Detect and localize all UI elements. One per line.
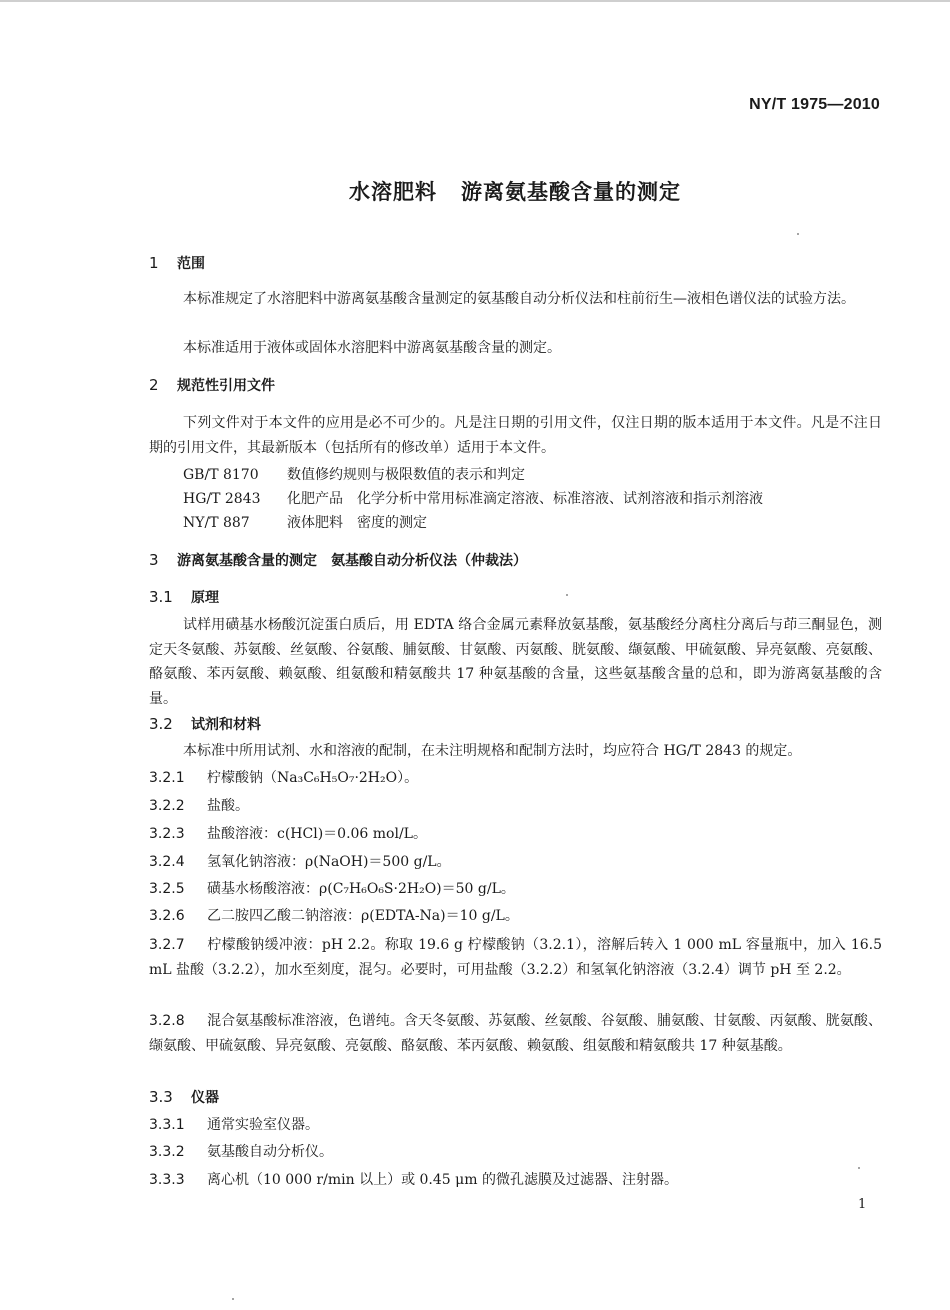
reagent-item: 3.2.2 盐酸。 xyxy=(149,798,249,814)
section-number: 3 xyxy=(149,551,159,569)
subsection-number: 3.1 xyxy=(149,588,173,606)
apparatus-item: 3.3.3 离心机（10 000 r/min 以上）或 0.45 μm 的微孔滤膜及过滤器、注射器。 xyxy=(149,1172,678,1188)
page-number: 1 xyxy=(858,1197,867,1212)
title-part-2: 游离氨基酸含量的测定 xyxy=(461,180,681,204)
section-title: 规范性引用文件 xyxy=(177,378,275,394)
reagent-item: 3.2.7 柠檬酸钠缓冲液：pH 2.2。称取 19.6 g 柠檬酸钠（3.2.1），溶解后转入 1 000 mL 容量瓶中，加入 16.5 mL 盐酸（3.2.2），加水至刻度，混匀。必要时，可用盐酸（3.2.2）和氢氧化钠溶液（3.2.4）调节 pH 至 2.2。 xyxy=(149,937,882,978)
reagent-item: 3.2.1 柠檬酸钠（Na₃C₆H₅O₇·2H₂O）。 xyxy=(149,770,419,786)
reference-item xyxy=(183,512,427,532)
section-number: 1 xyxy=(149,254,159,272)
section-1-heading xyxy=(149,253,205,273)
standard-code: NY/T 1975—2010 xyxy=(749,96,880,113)
subsection-title: 原理 xyxy=(191,590,219,606)
reference-code: HG/T 2843 xyxy=(183,491,261,507)
scan-speck xyxy=(566,594,568,596)
reagent-item: 3.2.3 盐酸溶液：c(HCl)＝0.06 mol/L。 xyxy=(149,826,427,842)
reagent-item: 3.2.4 氢氧化钠溶液：ρ(NaOH)＝500 g/L。 xyxy=(149,854,451,870)
principle-paragraph: 试样用磺基水杨酸沉淀蛋白质后，用 EDTA 络合金属元素释放氨基酸，氨基酸经分离柱分离后与茚三酮显色，测定天冬氨酸、苏氨酸、丝氨酸、谷氨酸、脯氨酸、甘氨酸、丙氨酸、胱氨酸、缬氨酸、甲硫氨酸、异亮氨酸、亮氨酸、酪氨酸、苯丙氨酸、赖氨酸、组氨酸和精氨酸共 17 种氨基酸的含量，这些氨基酸含量的总和，即为游离氨基酸的含量。 xyxy=(149,617,882,707)
subsection-3-1-heading xyxy=(149,587,219,607)
subsection-number: 3.3 xyxy=(149,1088,173,1106)
scan-speck xyxy=(858,1167,860,1169)
reference-item xyxy=(183,464,525,484)
section-2-heading xyxy=(149,375,275,395)
apparatus-item: 3.3.1 通常实验室仪器。 xyxy=(149,1117,319,1133)
section-2-paragraph: 下列文件对于本文件的应用是必不可少的。凡是注日期的引用文件，仅注日期的版本适用于本文件。凡是不注日期的引用文件，其最新版本（包括所有的修改单）适用于本文件。 xyxy=(149,415,882,456)
subsection-title: 试剂和材料 xyxy=(191,717,261,733)
section-1-paragraph-2: 本标准适用于液体或固体水溶肥料中游离氨基酸含量的测定。 xyxy=(183,340,561,356)
reagent-item: 3.2.6 乙二胺四乙酸二钠溶液：ρ(EDTA-Na)＝10 g/L。 xyxy=(149,908,519,924)
document-title xyxy=(0,176,950,206)
section-3-heading xyxy=(149,550,527,570)
reagents-paragraph: 本标准中所用试剂、水和溶液的配制，在未注明规格和配制方法时，均应符合 HG/T 2843 的规定。 xyxy=(183,743,802,759)
reference-code: NY/T 887 xyxy=(183,515,250,531)
reference-title: 化肥产品 化学分析中常用标准滴定溶液、标准溶液、试剂溶液和指示剂溶液 xyxy=(287,491,763,507)
reference-title: 液体肥料 密度的测定 xyxy=(287,515,427,531)
reference-title: 数值修约规则与极限数值的表示和判定 xyxy=(287,467,525,483)
reference-code: GB/T 8170 xyxy=(183,467,259,483)
subsection-number: 3.2 xyxy=(149,715,173,733)
scan-speck xyxy=(232,1298,234,1300)
section-title: 游离氨基酸含量的测定 氨基酸自动分析仪法（仲裁法） xyxy=(177,553,527,569)
section-1-paragraph-1: 本标准规定了水溶肥料中游离氨基酸含量测定的氨基酸自动分析仪法和柱前衍生—液相色谱仪法的试验方法。 xyxy=(183,291,855,307)
scan-speck xyxy=(797,233,799,235)
scan-edge-line xyxy=(0,0,950,2)
apparatus-item: 3.3.2 氨基酸自动分析仪。 xyxy=(149,1144,333,1160)
reagent-item: 3.2.8 混合氨基酸标准溶液，色谱纯。含天冬氨酸、苏氨酸、丝氨酸、谷氨酸、脯氨酸、甘氨酸、丙氨酸、胱氨酸、缬氨酸、甲硫氨酸、异亮氨酸、亮氨酸、酪氨酸、苯丙氨酸、赖氨酸、组氨酸和精氨酸共 17 种氨基酸。 xyxy=(149,1013,882,1054)
subsection-3-3-heading xyxy=(149,1087,219,1107)
subsection-3-2-heading xyxy=(149,714,261,734)
reagent-item: 3.2.5 磺基水杨酸溶液：ρ(C₇H₆O₆S·2H₂O)＝50 g/L。 xyxy=(149,881,515,897)
section-title: 范围 xyxy=(177,256,205,272)
section-number: 2 xyxy=(149,376,159,394)
title-part-1: 水溶肥料 xyxy=(349,180,437,204)
reference-item xyxy=(183,488,763,508)
subsection-title: 仪器 xyxy=(191,1090,219,1106)
